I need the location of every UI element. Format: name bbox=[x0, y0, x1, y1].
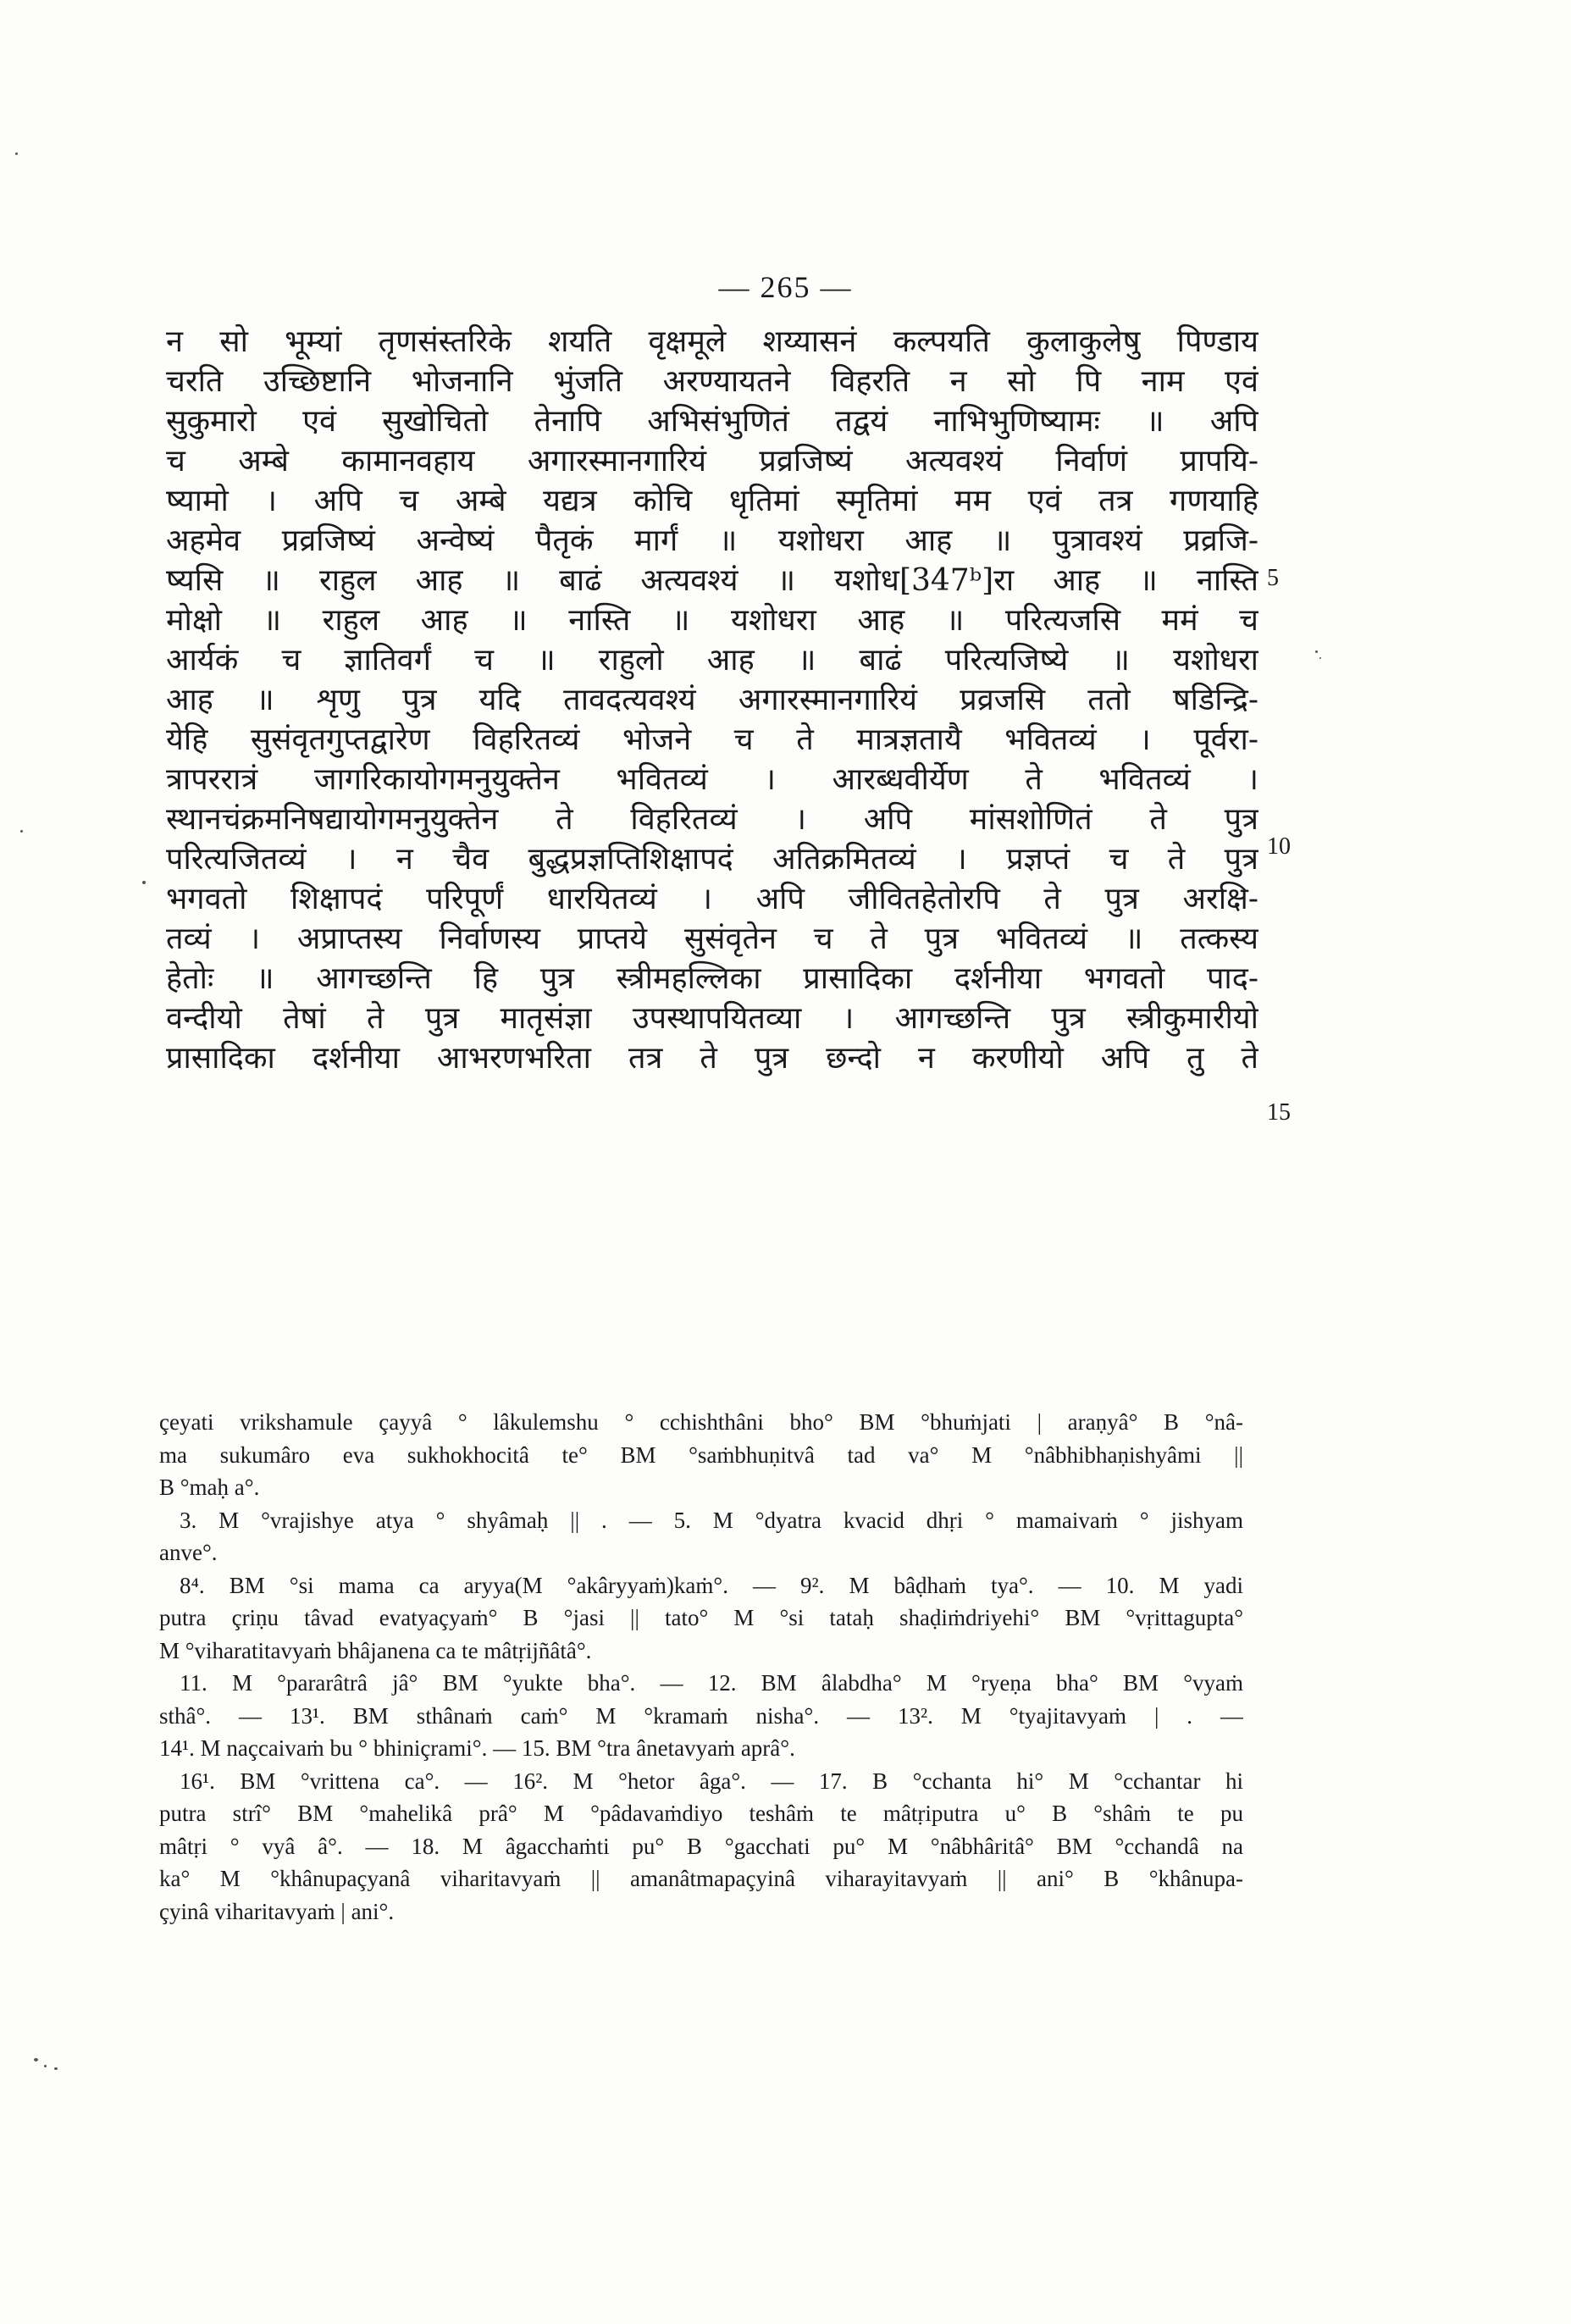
footnote-line: 16¹. BM °vrittena ca°. — 16². M °hetor âga°. — 17. B °cchanta hi° M °cchantar hi bbox=[180, 1768, 1243, 1794]
scan-speck bbox=[44, 2065, 47, 2067]
footnotes-section bbox=[159, 1406, 1243, 1928]
page-number: — 265 — bbox=[718, 270, 853, 304]
footnote-line: putra strî° BM °mahelikâ prâ° M °pâdavaṁdiyo teshâṁ te mâtṛiputra u° B °shâṁ te pu bbox=[159, 1801, 1243, 1826]
text-line: तव्यं । अप्राप्तस्य निर्वाणस्य प्राप्तये सुसंवृतेन च ते पुत्र भवितव्यं ॥ तत्कस्य bbox=[166, 921, 1258, 956]
text-line: चरति उच्छिष्टानि भोजनानि भुंजति अरण्यायतने विहरति न सो पि नाम एवं bbox=[166, 364, 1258, 399]
scan-speck bbox=[34, 2058, 38, 2061]
scan-speck bbox=[142, 881, 146, 884]
text-line: अहमेव प्रव्रजिष्यं अन्वेष्यं पैतृकं मार्गं ॥ यशोधरा आह ॥ पुत्रावश्यं प्रव्रजि- bbox=[166, 523, 1258, 558]
footnote-line: çyinâ viharitavyaṁ | ani°. bbox=[159, 1898, 395, 1924]
text-line: आह ॥ शृणु पुत्र यदि तावदत्यवश्यं अगारस्मानगारियं प्रव्रजसि ततो षडिन्द्रि- bbox=[166, 683, 1258, 717]
text-line: आर्यकं च ज्ञातिवर्गं च ॥ राहुलो आह ॥ बाढं परित्यजिष्ये ॥ यशोधरा bbox=[166, 643, 1258, 678]
scan-speck bbox=[15, 152, 18, 155]
footnote-line: ma sukumâro eva sukhokhocitâ te° BM °saṁbhuṇitvâ tad va° M °nâbhibhaṇishyâmi || bbox=[159, 1441, 1243, 1468]
scan-speck bbox=[54, 2067, 58, 2070]
footnote-line: 11. M °pararâtrâ jâ° BM °yukte bha°. — 12. BM âlabdha° M °ryeṇa bha° BM °vyaṁ bbox=[180, 1670, 1243, 1696]
line-number-marker: 5 bbox=[1267, 565, 1279, 591]
line-number-marker: 10 bbox=[1267, 833, 1291, 860]
text-line: भगवतो शिक्षापदं परिपूर्णं धारयितव्यं । अपि जीवितहेतोरपि ते पुत्र अरक्षि- bbox=[166, 882, 1258, 916]
text-line: न सो भूम्यां तृणसंस्तरिके शयति वृक्षमूले शय्यासनं कल्पयति कुलाकुलेषु पिण्डाय bbox=[166, 324, 1258, 359]
scan-speck bbox=[20, 830, 23, 833]
scan-speck bbox=[1319, 657, 1321, 659]
footnote-line: putra çriṇu tâvad evatyaçyaṁ° B °jasi || tato° M °si tataḥ shaḍiṁdriyehi° BM °vṛittagupta° bbox=[159, 1605, 1243, 1630]
text-line: च अम्बे कामानवहाय अगारस्मानगारियं प्रव्रजिष्यं अत्यवश्यं निर्वाणं प्रापयि- bbox=[166, 444, 1258, 479]
text-line: ष्यसि ॥ राहुल आह ॥ बाढं अत्यवश्यं ॥ यशोध[347ᵇ]रा आह ॥ नास्ति bbox=[166, 563, 1258, 598]
footnote-line: sthâ°. — 13¹. BM sthânaṁ caṁ° M °kramaṁ nisha°. — 13². M °tyajitavyaṁ | . — bbox=[159, 1702, 1243, 1729]
footnote-line: çeyati vrikshamule çayyâ ° lâkulemshu ° cchishthâni bho° BM °bhuṁjati | araṇyâ° B °nâ- bbox=[159, 1409, 1243, 1435]
text-line: मोक्षो ॥ राहुल आह ॥ नास्ति ॥ यशोधरा आह ॥ परित्यजसि ममं च bbox=[166, 603, 1258, 638]
text-line: त्रापररात्रं जागरिकायोगमनुयुक्तेन भवितव्यं । आरब्धवीर्येण ते भवितव्यं । bbox=[166, 762, 1258, 797]
text-line: सुकुमारो एवं सुखोचितो तेनापि अभिसंभुणितं तद्वयं नाभिभुणिष्यामः ॥ अपि bbox=[166, 404, 1258, 439]
footnote-line: mâtṛi ° vyâ â°. — 18. M âgacchaṁti pu° B °gacchati pu° M °nâbhâritâ° BM °cchandâ na bbox=[159, 1833, 1243, 1859]
text-line: वन्दीयो तेषां ते पुत्र मातृसंज्ञा उपस्थापयितव्या । आगच्छन्ति पुत्र स्त्रीकुमारीयो bbox=[166, 1001, 1258, 1036]
footnote-line: anve°. bbox=[159, 1540, 218, 1565]
footnote-line: 3. M °vrajishye atya ° shyâmaḥ || . — 5. M °dyatra kvacid dhṛi ° mamaivaṁ ° jishyam bbox=[180, 1507, 1243, 1533]
text-line: प्रासादिका दर्शनीया आभरणभरिता तत्र ते पुत्र छन्दो न करणीयो अपि तु ते bbox=[166, 1041, 1258, 1076]
footnote-line: 14¹. M naçcaivaṁ bu ° bhiniçrami°. — 15. BM °tra ânetavyaṁ aprâ°. bbox=[159, 1735, 795, 1761]
text-line: हेतोः ॥ आगच्छन्ति हि पुत्र स्त्रीमहल्लिका प्रासादिका दर्शनीया भगवतो पाद- bbox=[166, 961, 1258, 996]
text-line: ष्यामो । अपि च अम्बे यद्यत्र कोचि धृतिमां स्मृतिमां मम एवं तत्र गणयाहि bbox=[166, 484, 1258, 518]
text-line: स्थानचंक्रमनिषद्यायोगमनुयुक्तेन ते विहरितव्यं । अपि मांसशोणितं ते पुत्र bbox=[166, 802, 1258, 837]
sanskrit-main-text bbox=[166, 322, 1258, 1078]
text-line: येहि सुसंवृतगुप्तद्वारेण विहरितव्यं भोजने च ते मात्रज्ञतायै भवितव्यं । पूर्वरा- bbox=[166, 722, 1258, 757]
footnote-line: 8⁴. BM °si mama ca aryya(M °akâryyaṁ)kaṁ°. — 9². M bâḍhaṁ tya°. — 10. M yadi bbox=[180, 1572, 1243, 1598]
footnote-line: ka° M °khânupaçyanâ viharitavyaṁ || amanâtmapaçyinâ viharayitavyaṁ || ani° B °khânupa- bbox=[159, 1866, 1243, 1891]
line-number-marker: 15 bbox=[1267, 1099, 1291, 1126]
text-line: परित्यजितव्यं । न चैव बुद्धप्रज्ञप्तिशिक्षापदं अतिक्रमितव्यं । प्रज्ञप्तं च ते पुत्र bbox=[166, 842, 1258, 877]
footnote-line: B °maḥ a°. bbox=[159, 1475, 260, 1500]
footnote-line: M °viharatitavyaṁ bhâjanena ca te mâtṛijñâtâ°. bbox=[159, 1637, 592, 1663]
scan-speck bbox=[1315, 650, 1318, 653]
